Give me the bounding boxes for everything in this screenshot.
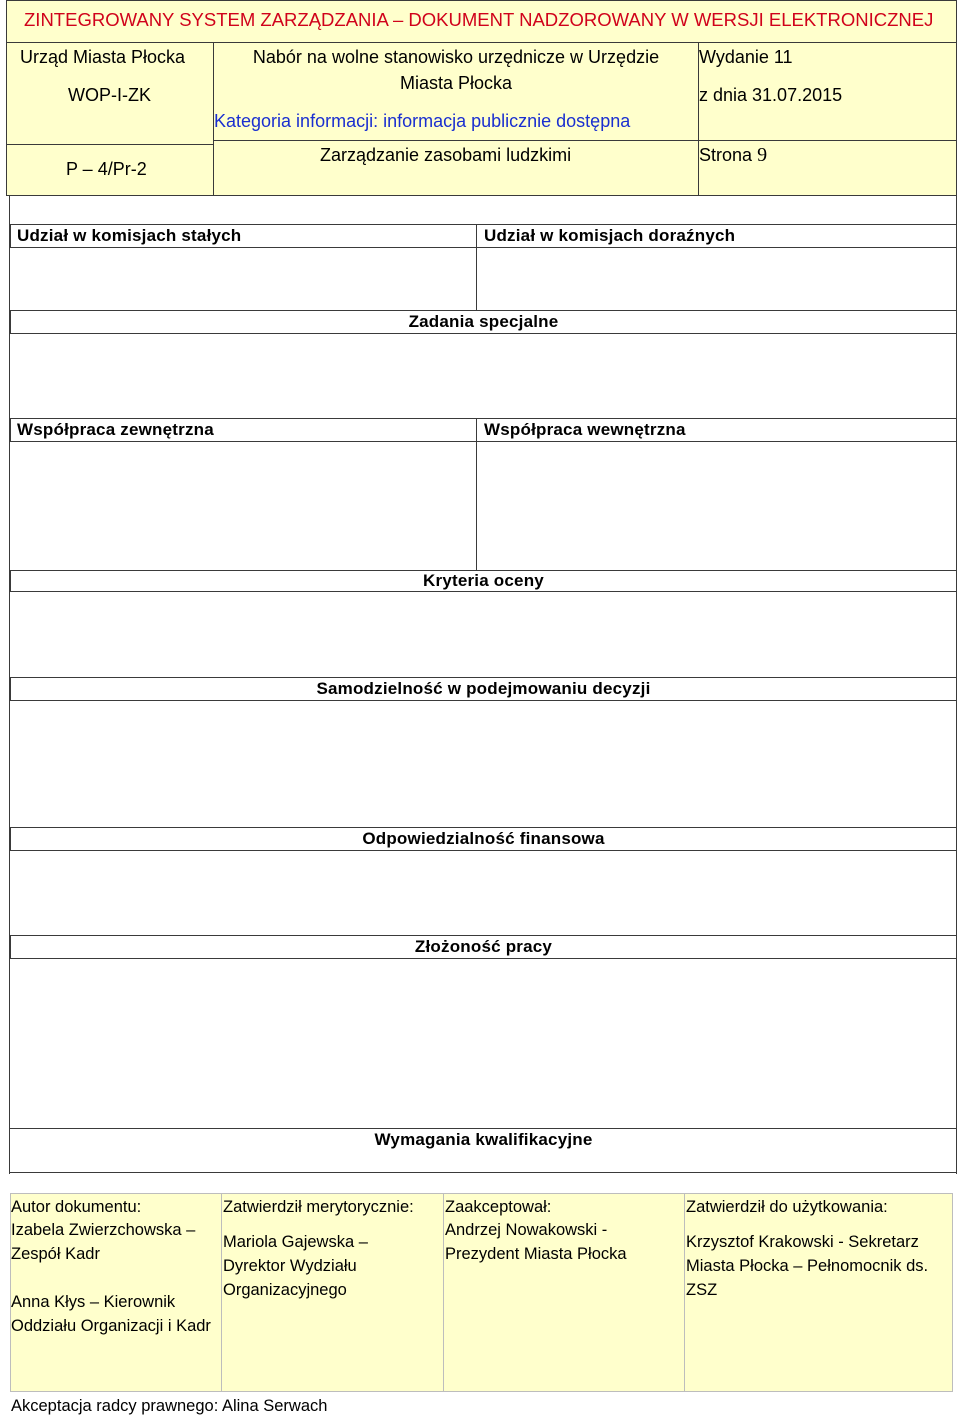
- approved-content-person: Mariola Gajewska – Dyrektor Wydziału Organizacyjnego: [223, 1233, 368, 1299]
- qualification-requirements-label: Wymagania kwalifikacyjne: [374, 1130, 593, 1149]
- footer-divider: [684, 1193, 685, 1392]
- page-number: 9: [757, 144, 768, 166]
- work-complexity-label: Złożoność pracy: [414, 937, 553, 956]
- financial-responsibility-label: Odpowiedzialność finansowa: [362, 829, 605, 848]
- approved-use-person: Krzysztof Krakowski - Sekretarz Miasta Płocka – Pełnomocnik ds. ZSZ: [686, 1233, 929, 1299]
- footer-divider: [443, 1193, 444, 1392]
- evaluation-criteria-label: Kryteria oceny: [423, 571, 544, 590]
- accepted-person: Andrzej Nowakowski - Prezydent Miasta Płocka: [445, 1221, 627, 1263]
- management-area: Zarządzanie zasobami ludzkimi: [320, 145, 572, 165]
- edition-number: Wydanie 11: [699, 47, 793, 67]
- information-category: Kategoria informacji: informacja publicznie dostępna: [214, 111, 631, 131]
- page-label: Strona: [699, 145, 753, 165]
- document-title-line: Miasta Płocka: [399, 73, 513, 93]
- page-indicator: [699, 144, 767, 166]
- procedure-code: P – 4/Pr-2: [66, 159, 147, 179]
- row-divider: [9, 1172, 957, 1173]
- document-title-line: Nabór na wolne stanowisko urzędnicze w Urzędzie: [252, 47, 660, 67]
- legal-acceptance: Akceptacja radcy prawnego: Alina Serwach: [11, 1397, 328, 1415]
- approved-content-label: Zatwierdził merytorycznie:: [223, 1198, 414, 1216]
- decision-independence-label: Samodzielność w podejmowaniu decyzji: [316, 679, 651, 698]
- approved-use-label: Zatwierdził do użytkowania:: [686, 1198, 888, 1216]
- banner-title: ZINTEGROWANY SYSTEM ZARZĄDZANIA – DOKUMENT NADZOROWANY W WERSJI ELEKTRONICZNEJ: [24, 9, 934, 30]
- header-divider: [6, 42, 957, 43]
- column-divider: [476, 248, 477, 310]
- header-divider: [6, 144, 214, 145]
- adhoc-committees-label: Udział w komisjach doraźnych: [484, 226, 736, 245]
- accepted-label: Zaakceptował:: [445, 1198, 552, 1216]
- author-secondary: Anna Kłys – Kierownik Oddziału Organizacji i Kadr: [11, 1293, 211, 1335]
- header-divider: [214, 140, 957, 141]
- edition-date: z dnia 31.07.2015: [699, 85, 843, 105]
- standing-committees-label: Udział w komisjach stałych: [17, 226, 242, 245]
- office-name: Urząd Miasta Płocka: [20, 47, 186, 67]
- author-label: Autor dokumentu:: [11, 1198, 142, 1216]
- special-tasks-label: Zadania specjalne: [408, 312, 559, 331]
- column-divider: [476, 442, 477, 570]
- document-title: [214, 46, 698, 94]
- document-code: WOP-I-ZK: [68, 85, 151, 105]
- internal-cooperation-label: Współpraca wewnętrzna: [484, 420, 686, 439]
- external-cooperation-label: Współpraca zewnętrzna: [17, 420, 214, 439]
- author-primary: Izabela Zwierzchowska – Zespół Kadr: [11, 1221, 196, 1263]
